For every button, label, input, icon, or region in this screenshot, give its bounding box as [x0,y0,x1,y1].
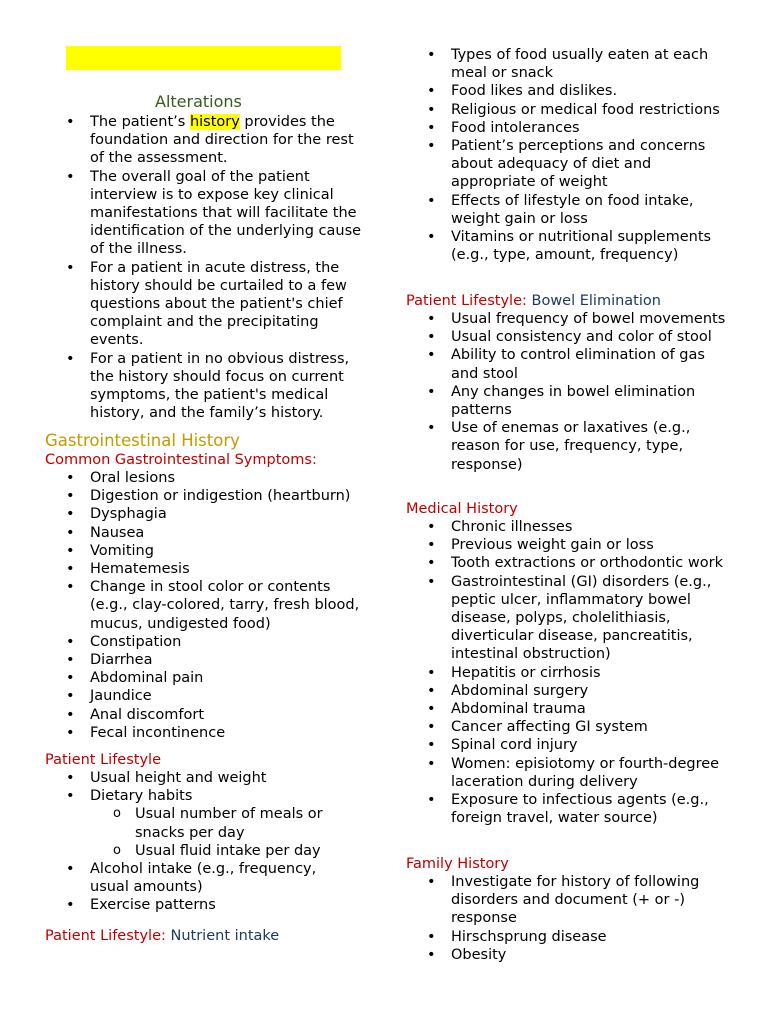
list-item: • Nausea [45,524,367,542]
list-item: • Dysphagia [45,505,367,523]
list-item: • Digestion or indigestion (heartburn) [45,487,367,505]
patient-lifestyle-list [45,769,345,915]
family-history-list [406,873,728,964]
list-item: • Chronic illnesses [406,518,728,536]
sub-list-item: o Usual number of meals or snacks per day [45,805,345,841]
list-item: • Usual height and weight [45,769,345,787]
patient-lifestyle-section [45,751,375,915]
list-item: • Gastrointestinal (GI) disorders (e.g., peptic ulcer, inflammatory bowel disease, polyps, cholelithiasis, diverticular disease, pancreatitis, intestinal obstruction) [406,573,728,664]
list-item: • Religious or medical food restrictions [406,101,728,119]
highlighted-title-bar [66,46,341,70]
list-item: • Any changes in bowel elimination patterns [406,383,728,419]
list-item: • Obesity [406,946,728,964]
nutrient-intake-list [406,46,728,264]
list-item: • Tooth extractions or orthodontic work [406,554,728,572]
list-item: • Diarrhea [45,651,367,669]
list-item: • Alcohol intake (e.g., frequency, usual amounts) [45,860,345,896]
list-item: • Exposure to infectious agents (e.g., foreign travel, water source) [406,791,728,827]
list-item: • Usual consistency and color of stool [406,328,728,346]
list-item: • Abdominal surgery [406,682,728,700]
list-item: • Abdominal pain [45,669,367,687]
list-item: • Constipation [45,633,367,651]
gi-history-section [45,431,375,742]
bowel-elimination-heading: Patient Lifestyle: Bowel Elimination [406,293,661,309]
gi-history-heading: Gastrointestinal History [45,431,240,450]
list-item: • Jaundice [45,687,367,705]
list-item: • Investigate for history of following disorders and document (+ or -) response [406,873,728,928]
list-item: • Oral lesions [45,469,367,487]
patient-lifestyle-heading: Patient Lifestyle [45,752,161,768]
list-item: • The overall goal of the patient interview is to expose key clinical manifestations that will facilitate the identification of the underlying cause of the illness. [45,168,365,259]
list-item: • Women: episiotomy or fourth-degree laceration during delivery [406,755,728,791]
medical-history-list [406,518,728,827]
list-item: • Food intolerances [406,119,728,137]
bowel-elimination-section [406,292,736,474]
list-item: • The patient’s history provides the foundation and direction for the rest of the assessment. [45,113,365,168]
list-item: • Effects of lifestyle on food intake, weight gain or loss [406,192,728,228]
highlighted-word: history [189,114,240,130]
list-item: • Fecal incontinence [45,724,367,742]
list-item: • For a patient in acute distress, the history should be curtailed to a few questions about the patient's chief complaint and the precipitating events. [45,259,365,350]
list-item: • Dietary habits [45,787,345,805]
list-item: • Usual frequency of bowel movements [406,310,728,328]
list-item: • Patient’s perceptions and concerns about adequacy of diet and appropriate of weight [406,137,728,192]
bowel-elimination-list [406,310,728,474]
alterations-list [45,113,365,422]
symptoms-list [45,469,367,742]
list-item: • Hirschsprung disease [406,928,728,946]
list-item: • Cancer affecting GI system [406,718,728,736]
list-item: • Hepatitis or cirrhosis [406,664,728,682]
list-item: • Spinal cord injury [406,736,728,754]
alterations-heading: Alterations [155,92,242,111]
list-item: • Types of food usually eaten at each meal or snack [406,46,728,82]
list-item: • Vitamins or nutritional supplements (e.g., type, amount, frequency) [406,228,728,264]
list-item: • Use of enemas or laxatives (e.g., reason for use, frequency, type, response) [406,419,728,474]
family-history-heading: Family History [406,856,509,872]
list-item: • Vomiting [45,542,367,560]
nutrient-intake-heading: Patient Lifestyle: Nutrient intake [45,928,280,944]
list-item: • Hematemesis [45,560,367,578]
sub-list-item: o Usual fluid intake per day [45,842,345,860]
medical-history-heading: Medical History [406,501,518,517]
list-item: • Change in stool color or contents (e.g., clay-colored, tarry, fresh blood, mucus, undigested food) [45,578,367,633]
list-item: • Anal discomfort [45,706,367,724]
list-item: • Previous weight gain or loss [406,536,728,554]
symptoms-heading: Common Gastrointestinal Symptoms: [45,452,317,468]
list-item: • Abdominal trauma [406,700,728,718]
list-item: • Exercise patterns [45,896,345,914]
list-item: • Ability to control elimination of gas and stool [406,346,728,382]
list-item: • Food likes and dislikes. [406,82,728,100]
list-item: • For a patient in no obvious distress, the history should focus on current symptoms, the patient's medical history, and the family’s history. [45,350,365,423]
family-history-section [406,855,736,964]
medical-history-section [406,500,736,827]
